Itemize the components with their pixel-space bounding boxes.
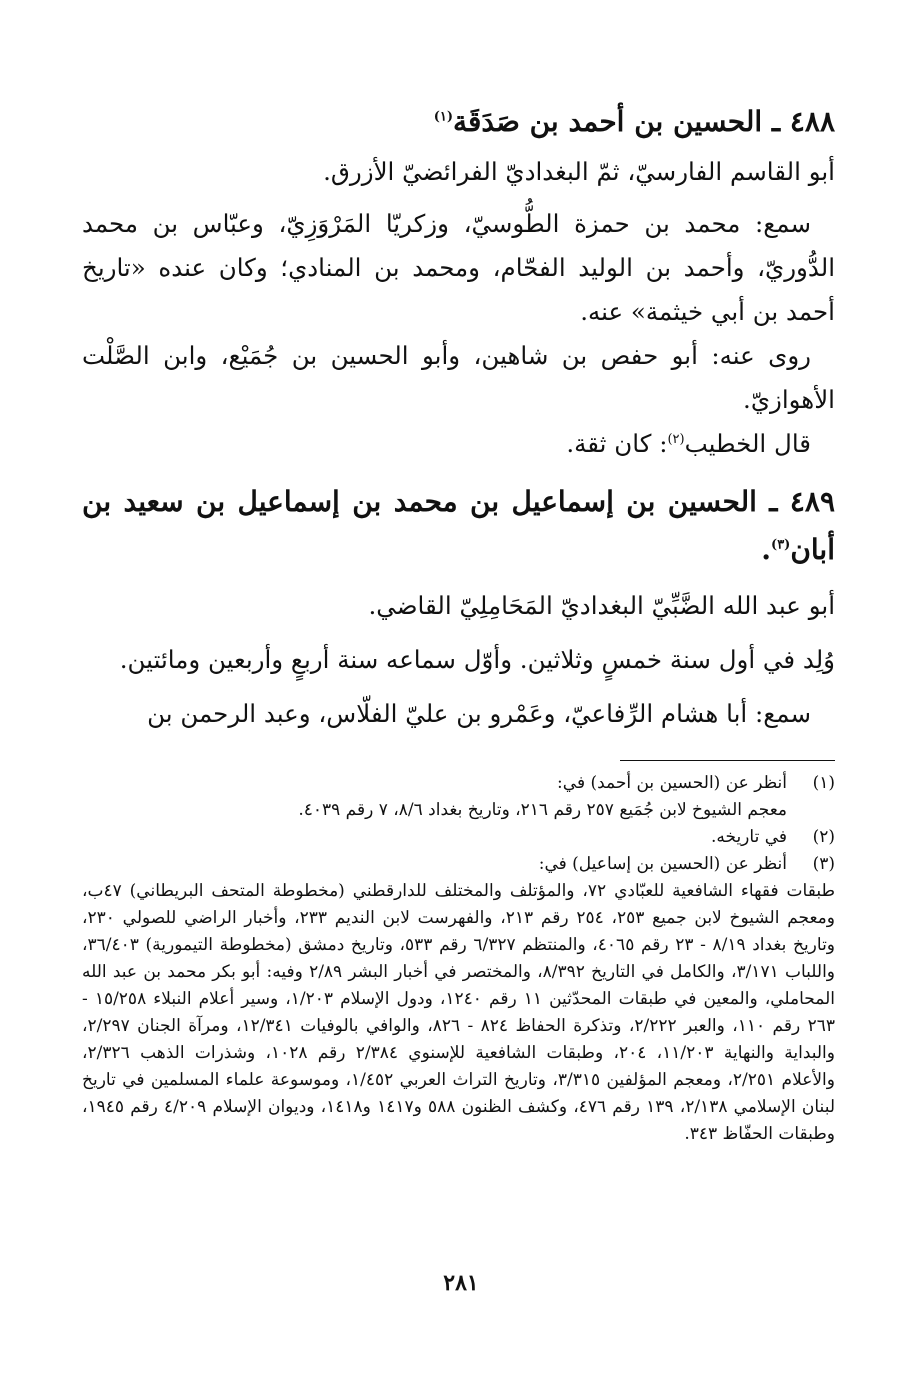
footnote-3-body: طبقات فقهاء الشافعية للعبّادي ٧٢، والمؤتلف والمختلف للدارقطني (مخطوطة المتحف البريطاني) ٤٧ب، ومعجم الشيوخ لابن جميع ٢٥٣، ٢٥٤ رقم ٢١٣، والفهرست لابن النديم ٢٣٣، وأخبار الراضي للصولي ٢٣٠، وتاريخ بغداد ٨/١٩ - ٢٣ رقم ٤٠٦٥، والمنتظم ٦/٣٢٧ رقم ٥٣٣، وتاريخ دمشق (مخطوطة التيمورية) ٣٦/٤٠٣، واللباب ٣/١٧١، والكامل في التاريخ ٨/٣٩٢، والمختصر في أخبار البشر ٢/٨٩ وفيه: أبو بكر محمد بن عبد الله المحاملي، والمعين في طبقات المحدّثين ١١ رقم ١٢٤٠، ودول الإسلام ١/٢٠٣، وسير أعلام النبلاء ١٥/٢٥٨ - ٢٦٣ رقم ١١٠، والعبر ٢/٢٢٢، وتذكرة الحفاظ ٨٢٤ - ٨٢٦، والوافي بالوفيات ١٢/٣٤١، ومرآة الجنان ٢/٢٩٧، والبداية والنهاية ١١/٢٠٣، ٢٠٤، وطبقات الشافعية للإسنوي ٢/٣٨٤ رقم ١٠٢٨، وشذرات الذهب ٢/٣٢٦، والأعلام ٢/٢٥١، ومعجم المؤلفين ٣/٣١٥، وتاريخ التراث العربي ١/٤٥٢، وموسوعة علماء المسلمين في تاريخ لبنان الإسلامي ٢/١٣٨، ١٣٩ رقم ٤٧٦، وكشف الظنون ٥٨٨ و١٤١٧ و١٤١٨، وديوان الإسلام ٤/٢٠٩ رقم ١٩٤٥، وطبقات الحفّاظ ٣٤٣. [82, 881, 836, 1144]
footnote-1-body: معجم الشيوخ لابن جُمَيع ٢٥٧ رقم ٢١٦، وتاريخ بغداد ٨/٦، ٧ رقم ٤٠٣٩. [298, 800, 787, 820]
footnote-ref-3: (٣) [771, 537, 791, 553]
entry-489-heading-end: . [761, 533, 772, 566]
entry-488-heard-from: سمع: محمد بن حمزة الطُّوسيّ، وزكريّا المَرْوَزِيّ، وعبّاس بن محمد الدُّوريّ، وأحمد بن الوليد الفحّام، ومحمد بن المنادي؛ وكان عنده «تاريخ أحمد بن أبي خيثمة» عنه. [82, 209, 835, 326]
entry-488-heading-text: ٤٨٨ ـ الحسين بن أحمد بن صَدَقَة [453, 105, 835, 138]
main-text [82, 98, 835, 736]
entry-488-khatib-verdict [82, 422, 835, 466]
footnote-ref-1: (١) [433, 109, 453, 125]
footnote-ref-2: (٢) [667, 431, 685, 447]
entry-489-birth: وُلِد في أول سنة خمسٍ وثلاثين. وأوّل سماعه سنة أربعٍ وأربعين ومائتين. [119, 645, 835, 674]
footnote-3 [82, 851, 835, 878]
footnote-1 [82, 770, 835, 824]
entry-488-narrated-by: روى عنه: أبو حفص بن شاهين، وأبو الحسين بن جُمَيْع، وابن الصَّلْت الأهوازيّ. [82, 341, 835, 414]
entry-488-heading [82, 98, 835, 146]
entry-489-heard-from: سمع: أبا هشام الرِّفاعيّ، وعَمْرو بن عليّ الفلّاس، وعبد الرحمن بن [147, 699, 811, 728]
footnote-separator [620, 760, 835, 761]
footnote-1-title: أنظر عن (الحسين بن أحمد) في: [557, 773, 787, 793]
entry-488-nisba: أبو القاسم الفارسيّ، ثمّ البغداديّ الفرائضيّ الأزرق. [323, 157, 835, 186]
footnote-2 [82, 824, 835, 851]
footnote-3-number: (٣) [812, 854, 835, 874]
footnote-1-number: (١) [812, 773, 835, 793]
footnotes [82, 770, 835, 1148]
khatib-verdict-text: : كان ثقة. [566, 429, 668, 458]
entry-489-heading-text: ٤٨٩ ـ الحسين بن إسماعيل بن محمد بن إسماعيل بن سعيد بن أبان [82, 485, 835, 566]
entry-489-heading [82, 478, 835, 574]
footnote-2-number: (٢) [812, 827, 835, 847]
footnote-2-title: في تاريخه. [710, 827, 787, 847]
khatib-label: قال الخطيب [684, 429, 811, 458]
entry-489-nisba: أبو عبد الله الضَّبِّيّ البغداديّ المَحَامِلِيّ القاضي. [368, 591, 835, 620]
footnote-3-title: أنظر عن (الحسين بن إساعيل) في: [538, 854, 787, 874]
page-number: ٢٨١ [443, 1270, 479, 1296]
